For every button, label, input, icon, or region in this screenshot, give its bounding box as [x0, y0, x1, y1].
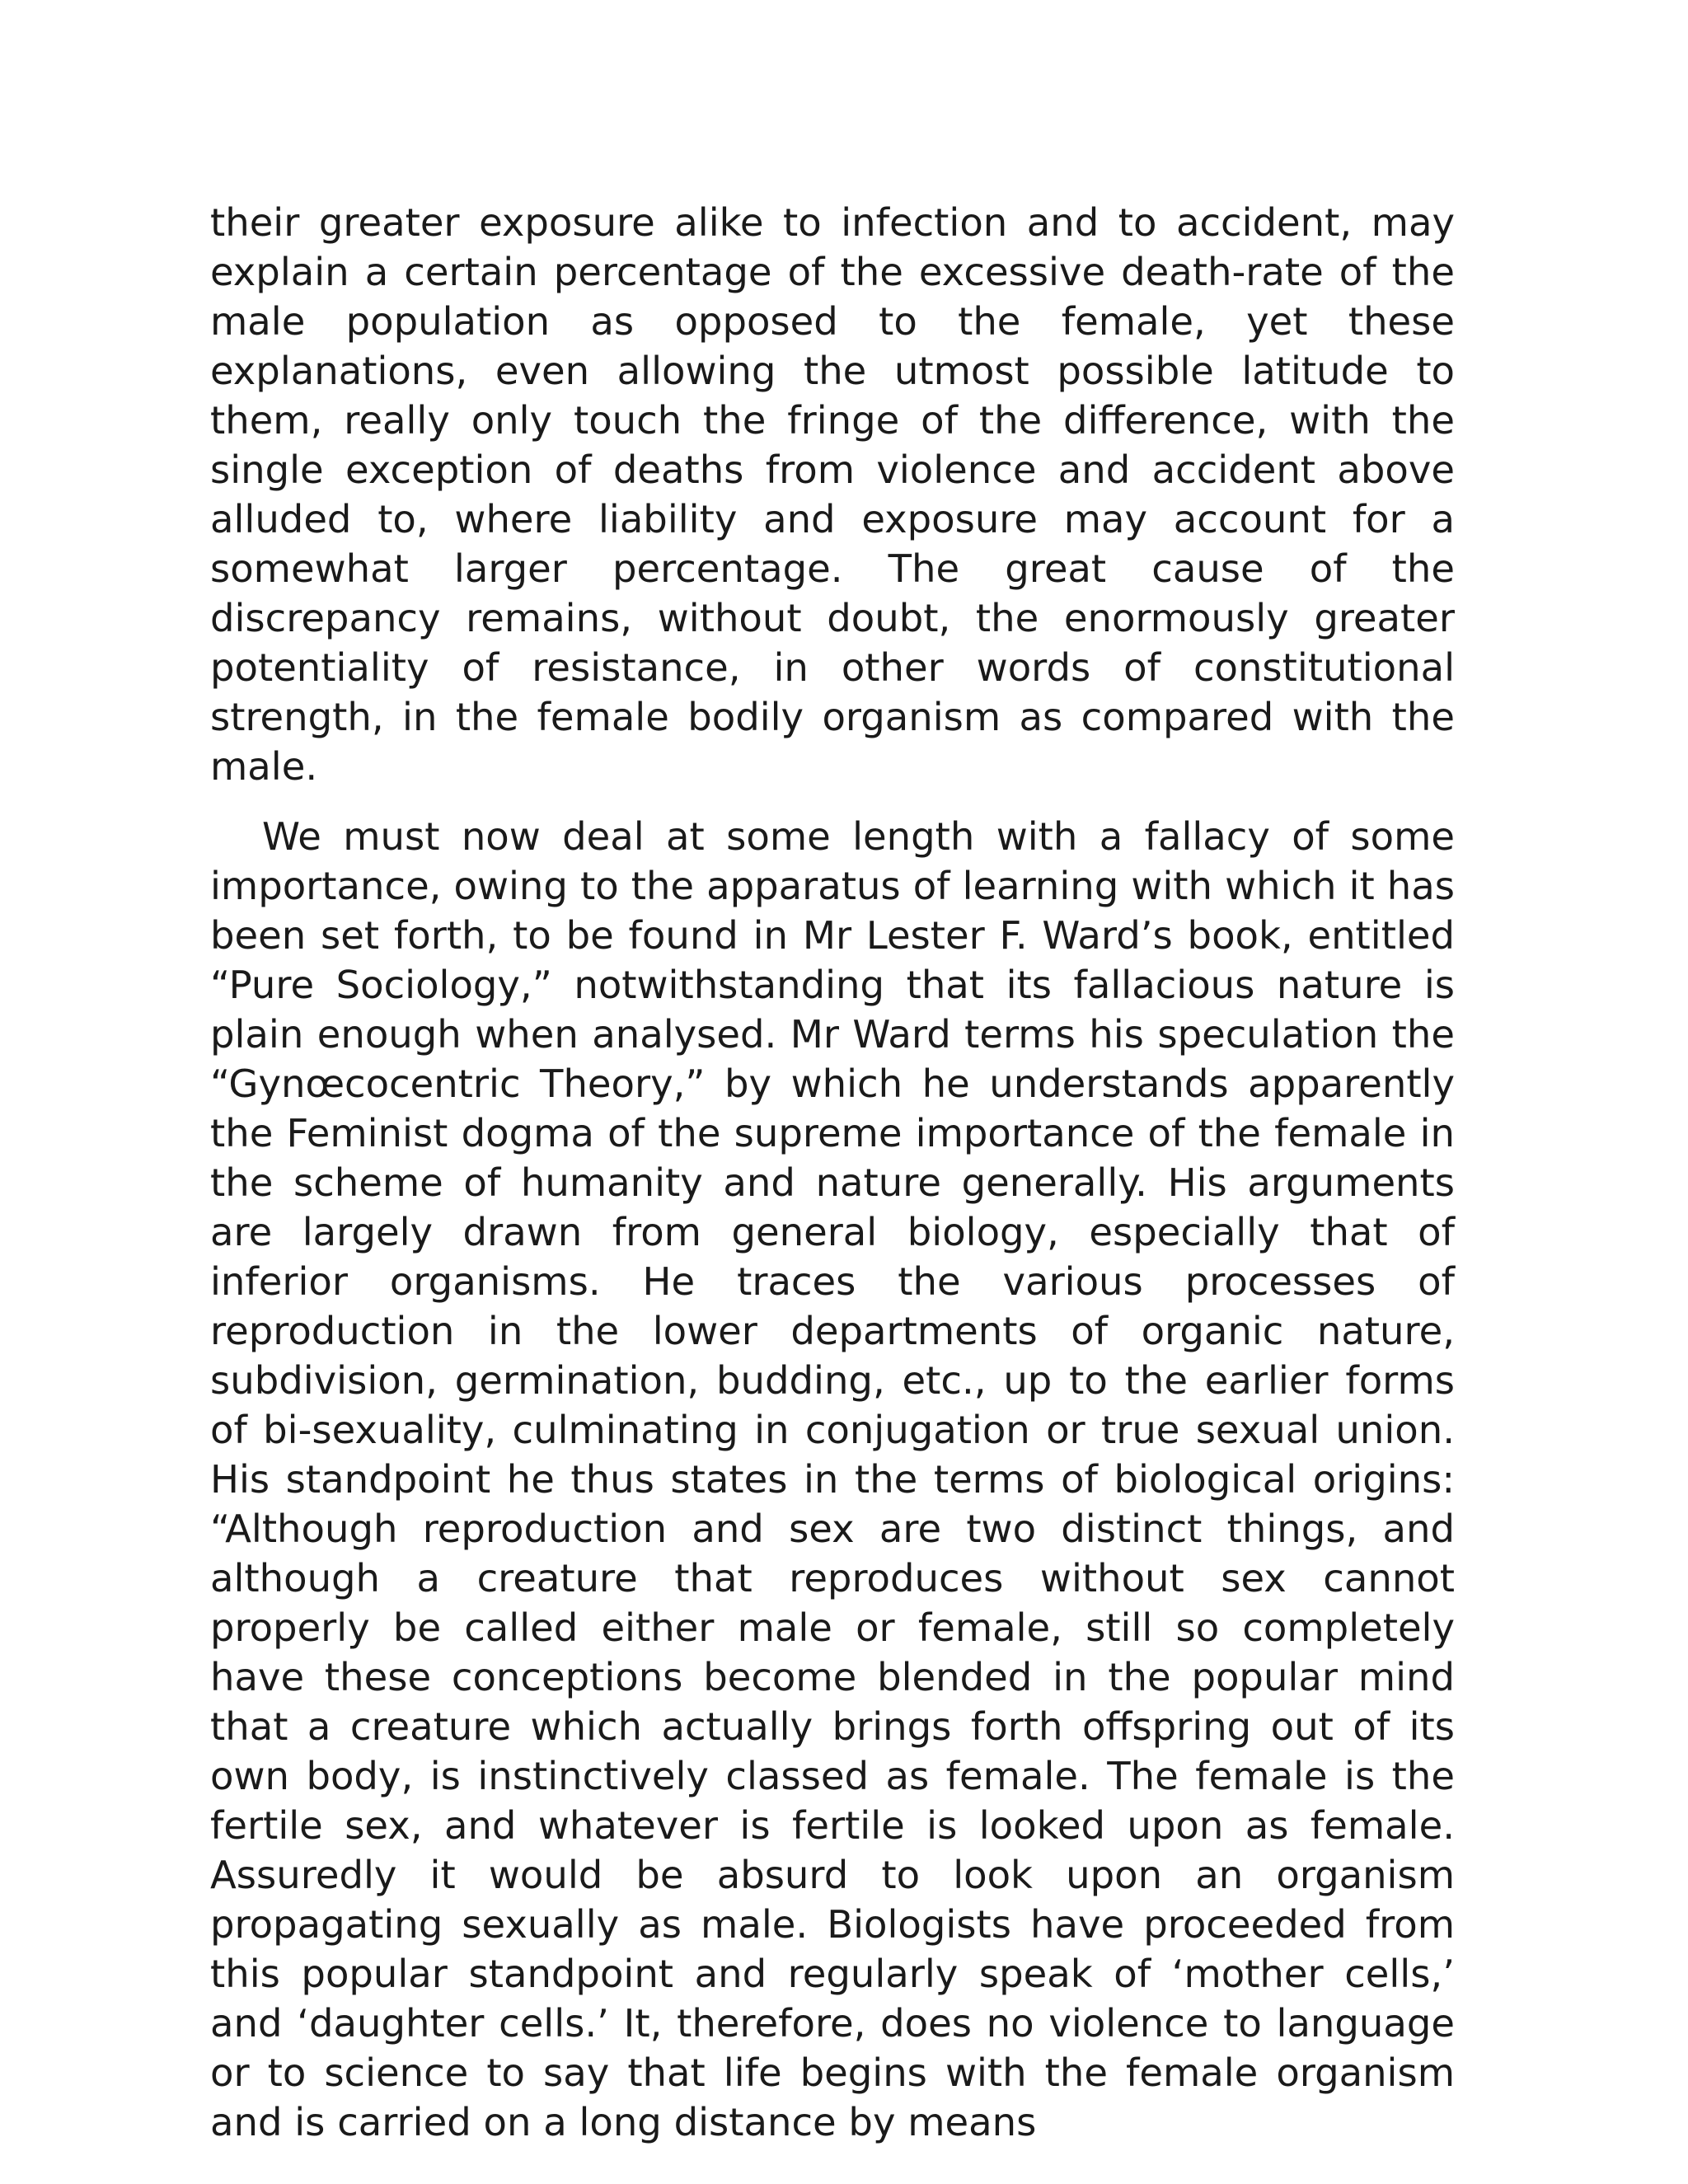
paragraph-gynaecocentric-theory: We must now deal at some length with a fallacy of some importance, owing to the apparatus of learning with which it has been set forth, to be found in Mr Lester F. Ward’s book, entitled “Pure Sociology,” notwithstanding that its fallacious nature is plain enough when analysed. Mr Ward terms his speculation the “Gynœcocentric Theory,” by which he understands apparently the Feminist dogma of the supreme importance of the female in the scheme of humanity and nature generally. His arguments are largely drawn from general biology, especially that of inferior organisms. He traces the various processes of reproduction in the lower departments of organic nature, subdivision, germination, budding, etc., up to the earlier forms of bi-sexuality, culminating in conjugation or true sexual union. His standpoint he thus states in the terms of biological origins: “Although reproduction and sex are two distinct things, and although a creature that reproduces without sex cannot properly be called either male or female, still so completely have these conceptions become blended in the popular mind that a creature which actually brings forth offspring out of its own body, is instinctively classed as female. The female is the fertile sex, and whatever is fertile is looked upon as female. Assuredly it would be absurd to look upon an organism propagating sexually as male. Biologists have proceeded from this popular standpoint and regularly speak of ‘mother cells,’ and ‘daughter cells.’ It, therefore, does no violence to language or to science to say that life begins with the female organism and is carried on a long distance by means — [210, 814, 1455, 2144]
paragraph-continuation: their greater exposure alike to infection and to accident, may explain a certain percentage of the excessive death-rate of the male population as opposed to the female, yet these explanations, even allowing the utmost possible latitude to them, really only touch the fringe of the difference, with the single exception of deaths from violence and accident above alluded to, where liability and exposure may account for a somewhat larger percentage. The great cause of the discrepancy remains, without doubt, the enormously greater potentiality of resistance, in other words of constitutional strength, in the female bodily organism as compared with the male. — [210, 200, 1455, 789]
page-body — [210, 198, 1455, 2147]
